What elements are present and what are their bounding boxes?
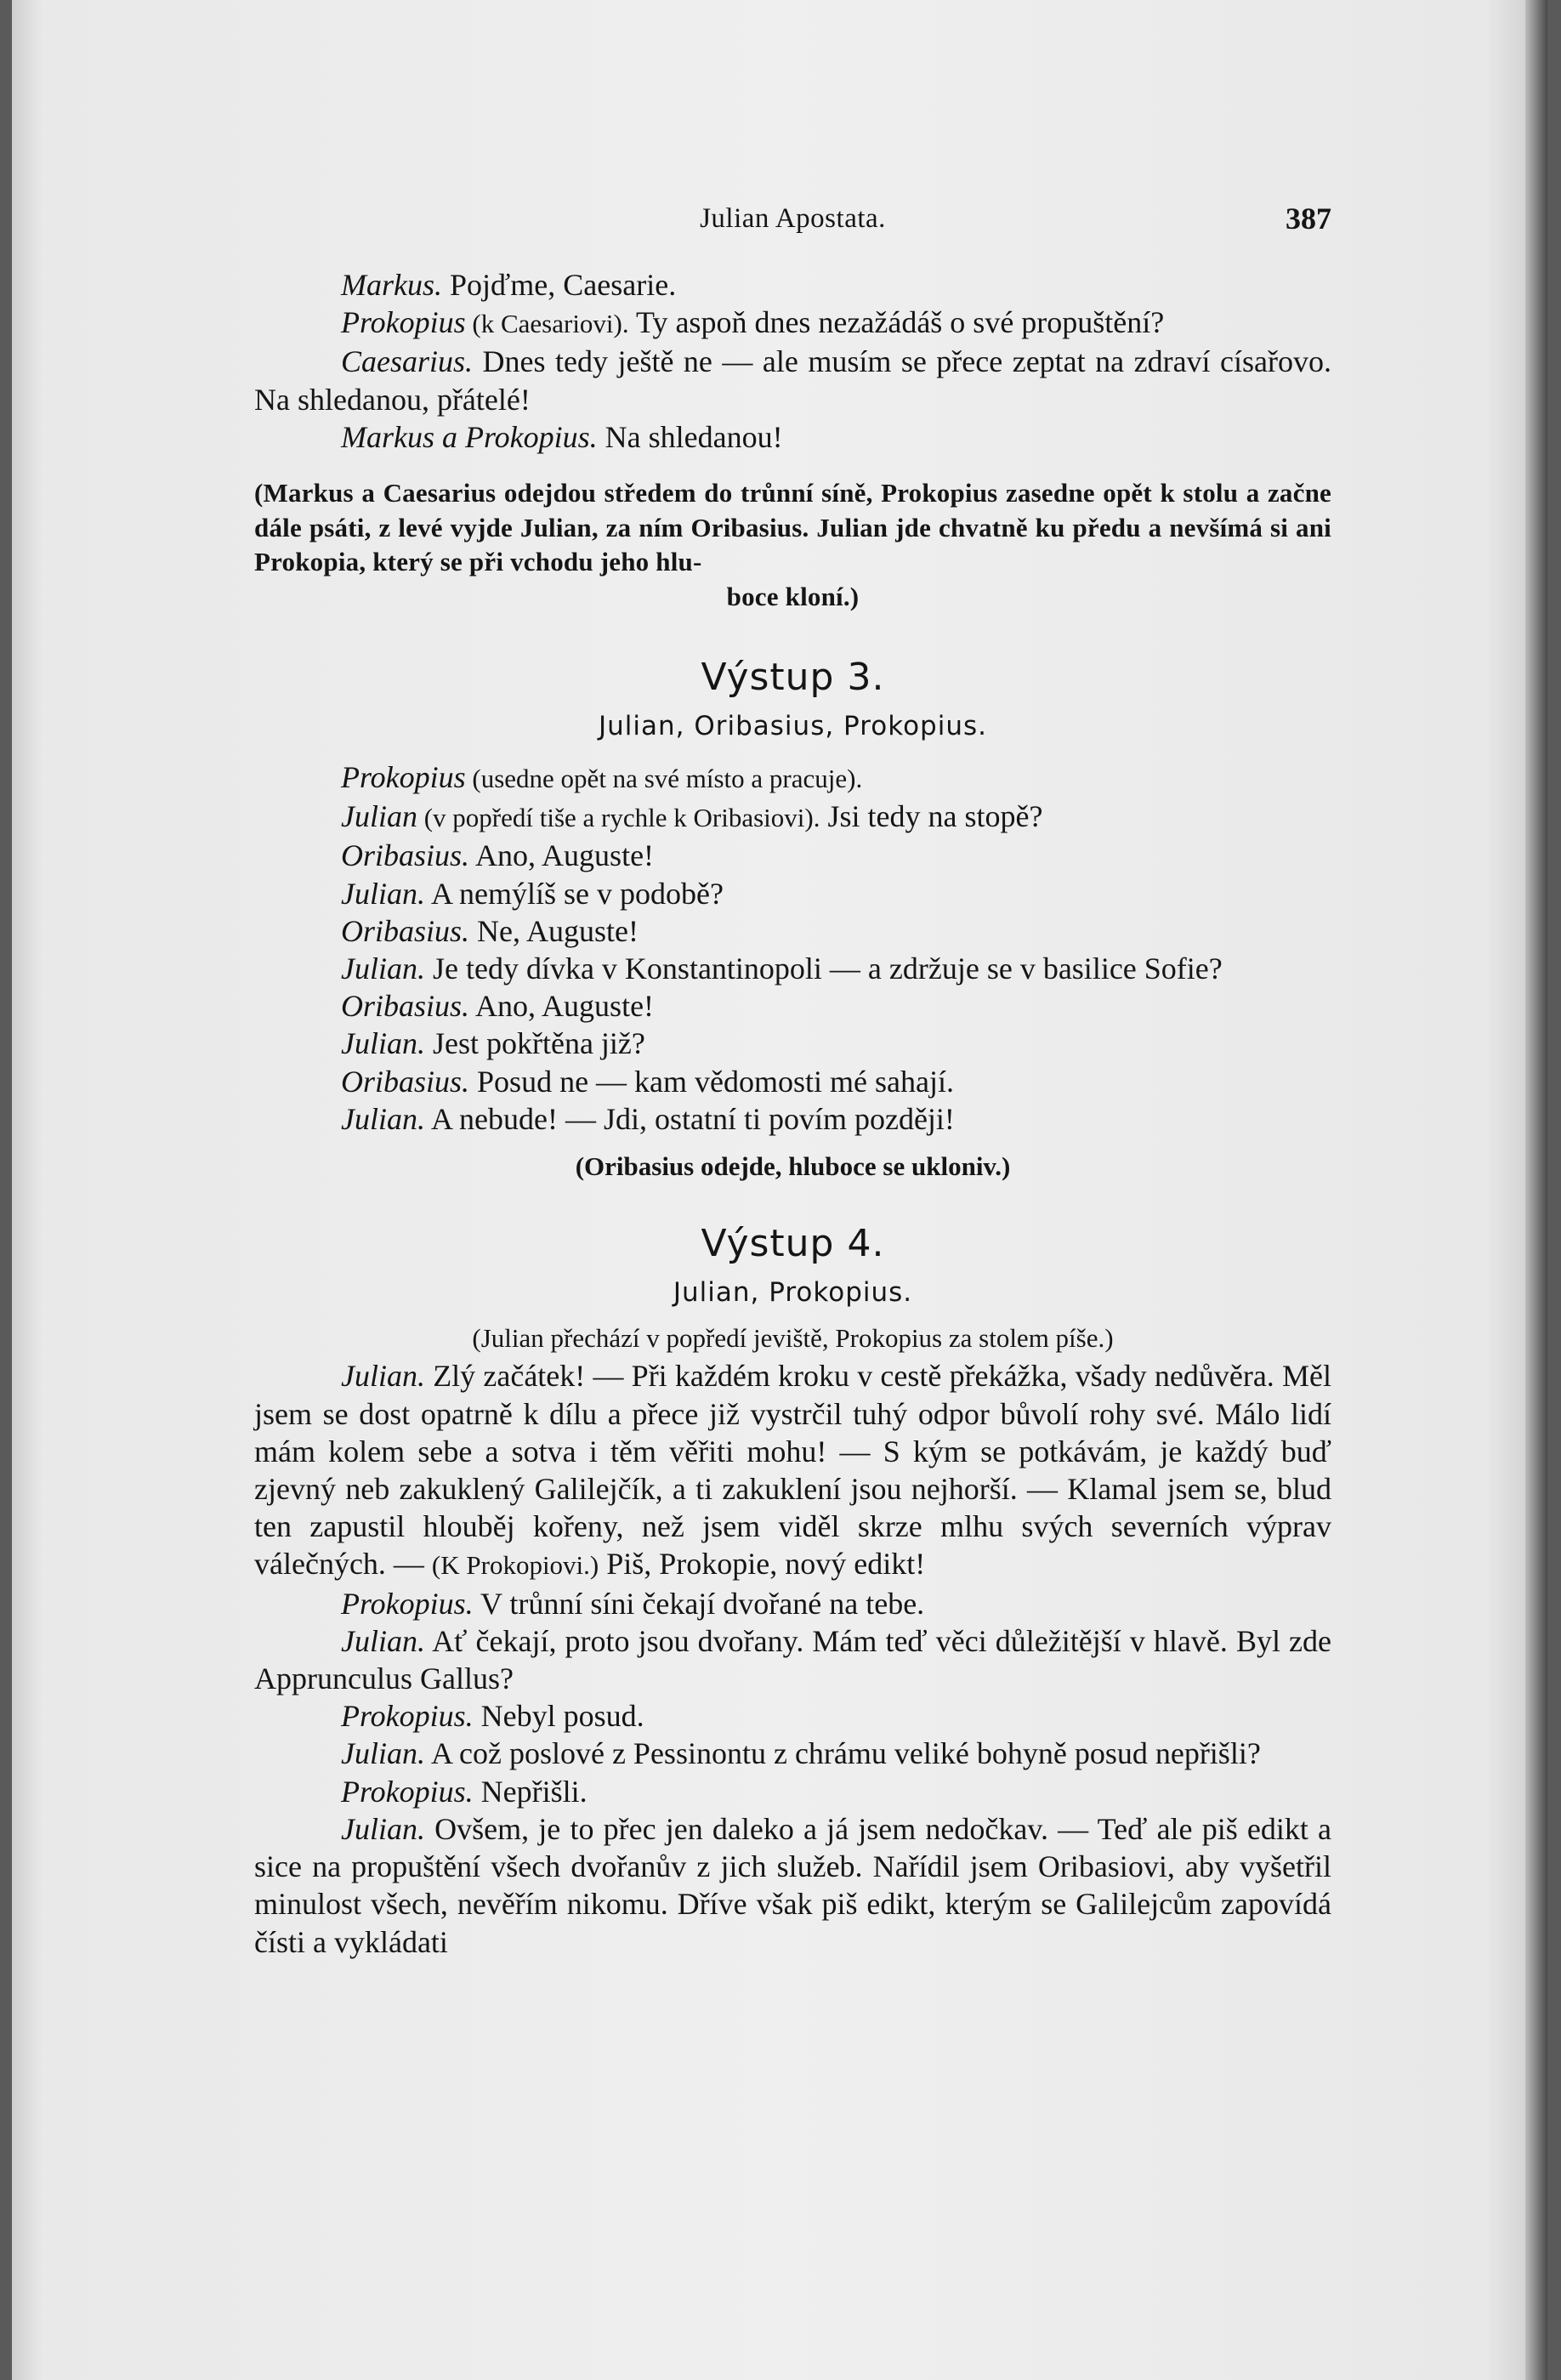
stage-direction-inline: (usedne opět na své místo a pracuje).	[465, 764, 863, 794]
dialogue-line	[254, 343, 1331, 417]
scene-title: Výstup 3.	[701, 656, 885, 700]
line-text: A nebude! — Jdi, ostatní ti povím později!	[424, 1101, 955, 1136]
page-spine-shadow	[1525, 0, 1547, 2380]
line-text: Nepřišli.	[473, 1774, 588, 1809]
line-text: Pojďme, Caesarie.	[442, 268, 677, 302]
stage-direction-inline: (k Caesariovi).	[465, 309, 629, 339]
stage-direction-block	[254, 476, 1331, 614]
speaker-name: Prokopius.	[341, 1586, 474, 1621]
line-text: Na shledanou!	[597, 419, 783, 454]
line-text: Ano, Auguste!	[469, 989, 655, 1024]
dialogue-line	[254, 798, 1331, 837]
dialogue-line	[254, 912, 1331, 950]
line-text: A nemýlíš se v podobě?	[424, 876, 724, 911]
book-page	[12, 0, 1547, 2380]
dialogue-line	[254, 266, 1331, 304]
dialogue-line	[254, 1773, 1331, 1810]
dialogue-line	[254, 987, 1331, 1025]
stage-direction-inline: (v popředí tiše a rychle k Oribasiovi).	[417, 803, 820, 833]
stage-direction-last-line: boce kloní.)	[726, 581, 860, 611]
speaker-name: Prokopius.	[341, 1699, 474, 1734]
speaker-name: Julian.	[341, 1623, 425, 1658]
speaker-name: Oribasius.	[341, 913, 470, 948]
speaker-name: Julian.	[341, 1101, 425, 1136]
dialogue-line	[254, 950, 1331, 987]
speaker-name: Prokopius	[341, 305, 466, 340]
dialogue-line	[254, 418, 1331, 456]
speaker-name: Prokopius.	[341, 1774, 474, 1809]
dialogue-line	[254, 1735, 1331, 1772]
speaker-name: Oribasius.	[341, 989, 470, 1024]
line-text: Piš, Prokopie, nový edikt!	[599, 1547, 926, 1582]
speaker-name: Julian.	[341, 1359, 425, 1394]
dialogue-line	[254, 1585, 1331, 1622]
dialogue-line	[254, 1810, 1331, 1961]
speaker-name: Julian.	[341, 951, 425, 986]
running-title: Julian Apostata.	[700, 203, 886, 234]
line-text: Ne, Auguste!	[469, 913, 639, 948]
line-text: Dnes tedy ještě ne — ale musím se přece zeptat na zdraví císařovo. Na shledanou, přátelé!	[254, 344, 1331, 417]
speaker-name: Julian.	[341, 1811, 425, 1846]
dialogue-line	[254, 1357, 1331, 1584]
speaker-name: Prokopius	[341, 760, 466, 795]
speaker-name: Oribasius.	[341, 1064, 470, 1099]
stage-direction-text: (Markus a Caesarius odejdou středem do trůnní síně, Prokopius zasedne opět k stolu a začne dále psáti, z levé vyjde Julian, za ním Oribasius. Julian jde chvatně ku předu a nevšímá si ani Prokopia, který se při vchodu jeho hlu-	[254, 478, 1331, 577]
scene-characters: Julian, Oribasius, Prokopius.	[598, 711, 987, 742]
dialogue-line	[254, 1063, 1331, 1100]
line-text: Jsi tedy na stopě?	[820, 799, 1043, 834]
line-text: Ovšem, je to přec jen daleko a já jsem nedočkav. — Teď ale piš edikt a sice na propuštění všech dvořanův z jich služeb. Nařídil jsem Oribasiovi, aby vyšetřil minulost všech, nevěřím nikomu. Dříve však piš edikt, kterým se Galilejcům zapovídá čísti a vykládati	[254, 1811, 1331, 1959]
dialogue-line	[254, 1025, 1331, 1062]
line-text: Posud ne — kam vědomosti mé sahají.	[469, 1064, 954, 1099]
page-text	[254, 200, 1331, 1961]
dialogue-line	[254, 758, 1331, 798]
dialogue-line	[254, 875, 1331, 912]
line-text: V trůnní síni čekají dvořané na tebe.	[473, 1586, 925, 1621]
speaker-name: Caesarius.	[341, 344, 474, 379]
page-number: 387	[1286, 202, 1331, 236]
dialogue-line	[254, 1622, 1331, 1697]
line-text: Ať čekají, proto jsou dvořany. Mám teď věci důležitější v hlavě. Byl zde Apprunculus Gallus?	[254, 1623, 1331, 1696]
speaker-name: Oribasius.	[341, 838, 470, 873]
line-text: Je tedy dívka v Konstantinopoli — a zdržuje se v basilice Sofie?	[424, 951, 1223, 986]
speaker-name: Julian.	[341, 1736, 425, 1771]
entry-stage-direction: (Julian přechází v popředí jeviště, Prokopius za stolem píše.)	[472, 1323, 1114, 1354]
page-header	[254, 200, 1331, 242]
line-text: Ty aspoň dnes nezažádáš o své propuštění?	[628, 305, 1165, 340]
line-text: Zlý začátek! — Při každém kroku v cestě překážka, všady nedůvěra. Měl jsem se dost opatrně k dílu a přece již vystrčil tuhý odpor bůvolí rohy své. Málo lidí mám kolem sebe a sotva i těm věřiti mohu! — S kým se potkávám, je každý buď zjevný neb zakuklený Galilejčík, a ti zakuklení jsou nejhorší. — Klamal jsem se, blud ten zapustil hlouběj kořeny, než jsem viděl skrze mlhu svých severních výprav válečných. —	[254, 1359, 1331, 1582]
dialogue-line	[254, 837, 1331, 874]
scene-characters: Julian, Prokopius.	[673, 1277, 913, 1309]
scene-title: Výstup 4.	[701, 1222, 885, 1266]
dialogue-line	[254, 1697, 1331, 1735]
speaker-name: Julian	[341, 799, 417, 834]
dialogue-line	[254, 304, 1331, 343]
line-text: Nebyl posud.	[473, 1699, 644, 1734]
line-text: A což poslové z Pessinontu z chrámu veliké bohyně posud nepřišli?	[424, 1736, 1261, 1771]
dialogue-line	[254, 1100, 1331, 1138]
exit-stage-direction: (Oribasius odejde, hluboce se ukloniv.)	[575, 1151, 1011, 1182]
stage-direction-inline: (K Prokopiovi.)	[431, 1550, 599, 1581]
speaker-name: Julian.	[341, 876, 425, 911]
line-text: Jest pokřtěna již?	[424, 1026, 645, 1061]
speaker-name: Julian.	[341, 1026, 425, 1061]
speaker-name: Markus.	[341, 268, 442, 302]
line-text: Ano, Auguste!	[469, 838, 655, 873]
speaker-name: Markus a Prokopius.	[341, 419, 598, 454]
